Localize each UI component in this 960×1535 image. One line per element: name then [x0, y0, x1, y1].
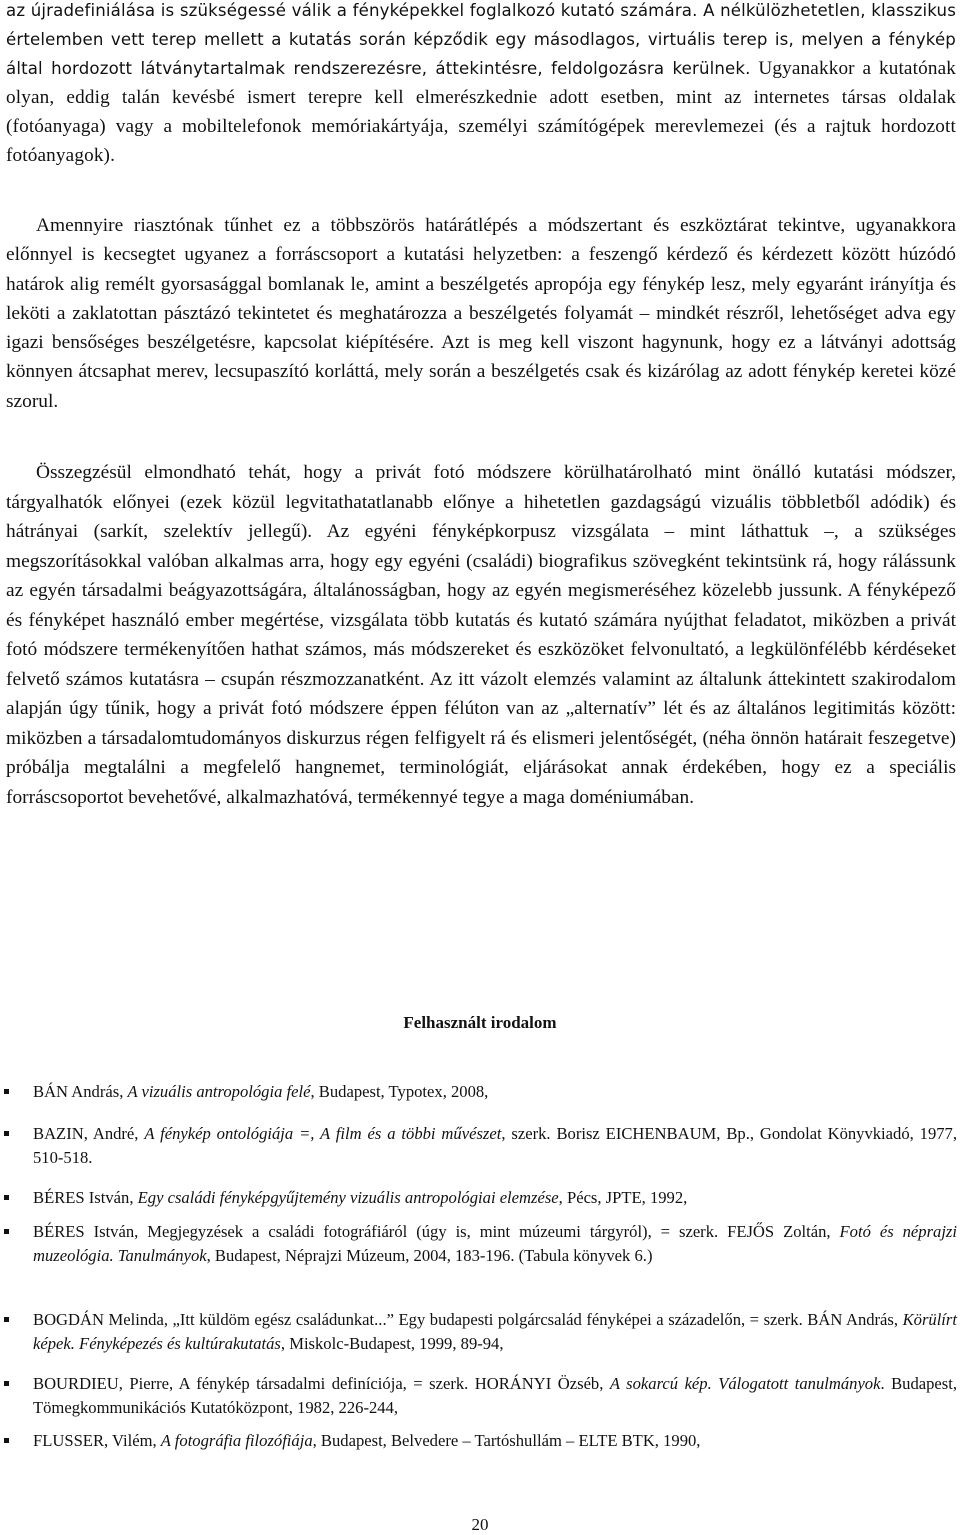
bullet-icon	[4, 1438, 9, 1443]
paragraph-1-serif-part: Ugyanakkor a kutatónak olyan, eddig talán kevésbé ismert terepre kell elmerészkednie adott esetben, mint az internetes társas oldalak (fotóanyaga) vagy a mobiltelefonok memóriakártyája, személyi számítógépek merevlemezei (és a rajtuk hordozott fotóanyagok).	[6, 58, 956, 166]
bibliography-entry: BAZIN, André, A fénykép ontológiája =, A film és a többi művészet, szerk. Borisz EICHENBAUM, Bp., Gondolat Könyvkiadó, 1977, 510-518.	[33, 1122, 957, 1170]
paragraph-1	[6, 0, 956, 170]
bullet-icon	[4, 1131, 9, 1136]
paragraph-2: Amennyire riasztónak tűnhet ez a többszörös határátlépés a módszertant és eszköztárat tekintve, ugyanakkora előnnyel is kecsegtet ugyanez a forráscsoport a kutatási helyzetben: a feszengő kérdező és kérdezett között húzódó határok alig remélt gyorsasággal bomlanak le, amint a beszélgetés apropója egy fénykép lesz, mely egyaránt irányítja és leköti a zaklatottan pásztázó tekintetet és meghatározza a beszélgetés folyamát – mindkét részről, lehetőséget adva egy igazi bensőséges beszélgetésre, kapcsolat kiépítésére. Azt is meg kell viszont hagynunk, hogy ez a látványi adottság könnyen átcsaphat merev, lecsupaszító korláttá, mely során a beszélgetés csak és kizárólag az adott fénykép keretei közé szorul.	[6, 215, 956, 412]
bibliography-entry: BÉRES István, Megjegyzések a családi fotográfiáról (úgy is, mint múzeumi tárgyról), = szerk. FEJŐS Zoltán, Fotó és néprajzi muzeológia. Tanulmányok, Budapest, Néprajzi Múzeum, 2004, 183-196. (Tabula könyvek 6.)	[33, 1220, 957, 1268]
bibliography-entry: BÁN András, A vizuális antropológia felé, Budapest, Typotex, 2008,	[33, 1080, 957, 1104]
paragraph-3: Összegzésül elmondható tehát, hogy a privát fotó módszere körülhatárolható mint önálló kutatási módszer, tárgyalhatók előnyei (ezek közül legvitathatatlanabb előnye a hihetetlen gazdagságú vizuális többletből adódik) és hátrányai (sarkít, szelektív jellegű). Az egyéni fényképkorpusz vizsgálata – mint láthattuk –, a szükséges megszorításokkal valóban alkalmas arra, hogy egy egyéni (családi) biografikus szövegként tekintsünk rá, hogy rálássunk az egyén társadalmi beágyazottságára, általánosságban, hogy az egyén megismeréséhez közelebb jussunk. A fényképező és fényképet használó ember megértése, vizsgálata több kutatás és kutató számára nyújthat feladatot, miközben a privát fotó módszere termékenyítően hathat számos, más módszereket és eszközöket felvonultató, a legkülönfélébb kérdéseket felvető számos kutatásra – csupán részmozzanatként. Az itt vázolt elemzés valamint az általunk áttekintett szakirodalom alapján úgy tűnik, hogy a privát fotó módszere éppen félúton van az „alternatív” lét és az általános legitimitás között: miközben a társadalomtudományos diskurzus régen felfigyelt rá és elismeri jelentőségét, (néha önnön határait feszegetve) próbálja megtalálni a megfelelő hangnemet, terminológiát, eljárásokat annak érdekében, hogy ez a speciális forráscsoportot bevehetővé, alkalmazhatóvá, termékennyé tegye a maga doméniumában.	[6, 462, 956, 808]
bibliography-heading: Felhasznált irodalom	[403, 1013, 557, 1032]
bibliography-entry: BOGDÁN Melinda, „Itt küldöm egész családunkat...” Egy budapesti polgárcsalád fényképei a századelőn, = szerk. BÁN András, Körülírt képek. Fényképezés és kultúrakutatás, Miskolc-Budapest, 1999, 89-94,	[33, 1308, 957, 1356]
bullet-icon	[4, 1381, 9, 1386]
bullet-icon	[4, 1195, 9, 1200]
bibliography-entry: BÉRES István, Egy családi fényképgyűjtemény vizuális antropológiai elemzése, Pécs, JPTE, 1992,	[33, 1186, 957, 1210]
bullet-icon	[4, 1229, 9, 1234]
bullet-icon	[4, 1089, 9, 1094]
bibliography-entry: BOURDIEU, Pierre, A fénykép társadalmi definíciója, = szerk. HORÁNYI Özséb, A sokarcú kép. Válogatott tanulmányok. Budapest, Tömegkommunikációs Kutatóközpont, 1982, 226-244,	[33, 1372, 957, 1420]
bibliography-entry: FLUSSER, Vilém, A fotográfia filozófiája, Budapest, Belvedere – Tartóshullám – ELTE BTK, 1990,	[33, 1429, 957, 1453]
paragraph-1-sans-part: az újradefiniálása is szükségessé válik a fényképekkel foglalkozó kutató számára. A nélkülözhetetlen, klasszikus értelemben vett terep mellett a kutatás során képződik egy másodlagos, virtuális terep is, melyen a fénykép által hordozott látványtartalmak rendszerezésre, áttekintésre, feldolgozásra kerülnek.	[6, 1, 956, 78]
bullet-icon	[4, 1317, 9, 1322]
page-number: 20	[471, 1515, 489, 1534]
